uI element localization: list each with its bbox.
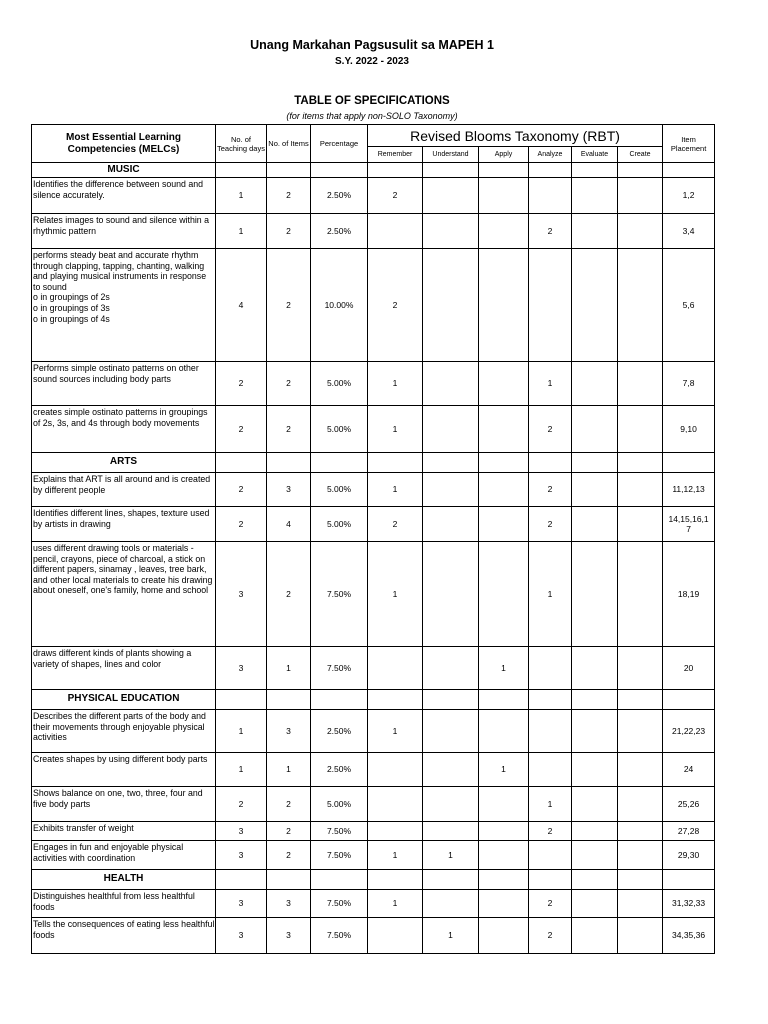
evaluate-cell — [572, 406, 618, 453]
create-cell — [618, 890, 663, 918]
table-row — [32, 890, 715, 918]
days-cell: 1 — [216, 178, 267, 214]
create-cell — [618, 918, 663, 954]
competency-cell: Identifies the difference between sound and silence accurately. — [32, 178, 216, 214]
items-cell: 4 — [267, 507, 311, 542]
section-row-arts — [32, 453, 715, 473]
remember-cell — [368, 918, 423, 954]
analyze-cell — [529, 647, 572, 690]
header-rbt: Revised Blooms Taxonomy (RBT) — [368, 125, 663, 147]
create-cell — [618, 214, 663, 249]
table-row — [32, 507, 715, 542]
analyze-cell: 2 — [529, 890, 572, 918]
understand-cell — [423, 249, 479, 362]
header-remember: Remember — [368, 147, 423, 163]
create-cell — [618, 178, 663, 214]
evaluate-cell — [572, 841, 618, 870]
header-competencies: Most Essential Learning Competencies (MELCs) — [32, 125, 216, 163]
understand-cell — [423, 406, 479, 453]
items-cell: 1 — [267, 647, 311, 690]
days-cell: 2 — [216, 507, 267, 542]
remember-cell: 1 — [368, 542, 423, 647]
items-cell: 2 — [267, 406, 311, 453]
understand-cell: 1 — [423, 918, 479, 954]
evaluate-cell — [572, 710, 618, 753]
apply-cell — [479, 473, 529, 507]
items-cell: 3 — [267, 710, 311, 753]
apply-cell — [479, 178, 529, 214]
understand-cell — [423, 362, 479, 406]
remember-cell — [368, 822, 423, 841]
header-teaching-days: No. of Teaching days — [216, 125, 267, 163]
exam-title: Unang Markahan Pagsusulit sa MAPEH 1 — [250, 38, 494, 52]
understand-cell — [423, 787, 479, 822]
understand-cell — [423, 542, 479, 647]
competency-cell: Engages in fun and enjoyable physical activities with coordination — [32, 841, 216, 870]
header-item-placement: Item Placement — [663, 125, 715, 163]
understand-cell — [423, 822, 479, 841]
days-cell: 2 — [216, 787, 267, 822]
placement-cell: 1,2 — [663, 178, 715, 214]
section-label: HEALTH — [32, 870, 216, 890]
apply-cell: 1 — [479, 647, 529, 690]
create-cell — [618, 362, 663, 406]
understand-cell — [423, 753, 479, 787]
table-row — [32, 753, 715, 787]
placement-cell: 7,8 — [663, 362, 715, 406]
competency-cell: draws different kinds of plants showing a variety of shapes, lines and color — [32, 647, 216, 690]
remember-cell: 1 — [368, 406, 423, 453]
table-row — [32, 787, 715, 822]
days-cell: 2 — [216, 473, 267, 507]
table-row — [32, 249, 715, 362]
analyze-cell: 1 — [529, 542, 572, 647]
header-create: Create — [618, 147, 663, 163]
header-apply: Apply — [479, 147, 529, 163]
analyze-cell: 2 — [529, 822, 572, 841]
competency-cell: Identifies different lines, shapes, texture used by artists in drawing — [32, 507, 216, 542]
days-cell: 3 — [216, 841, 267, 870]
understand-cell — [423, 710, 479, 753]
days-cell: 3 — [216, 918, 267, 954]
percentage-cell: 7.50% — [311, 918, 368, 954]
competency-cell: Performs simple ostinato patterns on other sound sources including body parts — [32, 362, 216, 406]
competency-cell: Relates images to sound and silence within a rhythmic pattern — [32, 214, 216, 249]
remember-cell: 1 — [368, 841, 423, 870]
section-row-health — [32, 870, 715, 890]
table-row — [32, 406, 715, 453]
percentage-cell: 5.00% — [311, 507, 368, 542]
table-row — [32, 918, 715, 954]
apply-cell — [479, 841, 529, 870]
analyze-cell: 2 — [529, 918, 572, 954]
create-cell — [618, 406, 663, 453]
header-percentage: Percentage — [311, 125, 368, 163]
placement-cell: 29,30 — [663, 841, 715, 870]
analyze-cell — [529, 753, 572, 787]
section-row-pe — [32, 690, 715, 710]
evaluate-cell — [572, 362, 618, 406]
school-year: S.Y. 2022 - 2023 — [335, 56, 409, 67]
items-cell: 2 — [267, 362, 311, 406]
items-cell: 3 — [267, 918, 311, 954]
remember-cell: 2 — [368, 507, 423, 542]
items-cell: 2 — [267, 214, 311, 249]
placement-cell: 24 — [663, 753, 715, 787]
table-row — [32, 710, 715, 753]
evaluate-cell — [572, 647, 618, 690]
apply-cell — [479, 362, 529, 406]
percentage-cell: 10.00% — [311, 249, 368, 362]
percentage-cell: 2.50% — [311, 178, 368, 214]
percentage-cell: 5.00% — [311, 362, 368, 406]
days-cell: 4 — [216, 249, 267, 362]
percentage-cell: 2.50% — [311, 214, 368, 249]
items-cell: 3 — [267, 890, 311, 918]
header-items: No. of Items — [267, 125, 311, 163]
create-cell — [618, 473, 663, 507]
evaluate-cell — [572, 178, 618, 214]
items-cell: 3 — [267, 473, 311, 507]
percentage-cell: 7.50% — [311, 822, 368, 841]
apply-cell — [479, 822, 529, 841]
competency-cell: uses different drawing tools or materials - pencil, crayons, piece of charcoal, a stick on different papers, sinamay , leaves, tree bark, and other local materials to create his drawing about oneself, one's family, home and school — [32, 542, 216, 647]
table-row — [32, 362, 715, 406]
percentage-cell: 2.50% — [311, 753, 368, 787]
competency-cell: Explains that ART is all around and is created by different people — [32, 473, 216, 507]
remember-cell: 1 — [368, 890, 423, 918]
competency-cell: Shows balance on one, two, three, four and five body parts — [32, 787, 216, 822]
evaluate-cell — [572, 890, 618, 918]
days-cell: 1 — [216, 710, 267, 753]
apply-cell — [479, 787, 529, 822]
create-cell — [618, 787, 663, 822]
items-cell: 2 — [267, 178, 311, 214]
days-cell: 2 — [216, 406, 267, 453]
placement-cell: 31,32,33 — [663, 890, 715, 918]
remember-cell: 2 — [368, 249, 423, 362]
analyze-cell: 2 — [529, 406, 572, 453]
percentage-cell: 5.00% — [311, 406, 368, 453]
table-title: TABLE OF SPECIFICATIONS — [294, 95, 450, 107]
percentage-cell: 5.00% — [311, 473, 368, 507]
percentage-cell: 2.50% — [311, 710, 368, 753]
create-cell — [618, 822, 663, 841]
understand-cell — [423, 647, 479, 690]
evaluate-cell — [572, 473, 618, 507]
competency-cell: Creates shapes by using different body parts — [32, 753, 216, 787]
evaluate-cell — [572, 822, 618, 841]
apply-cell: 1 — [479, 753, 529, 787]
percentage-cell: 7.50% — [311, 841, 368, 870]
items-cell: 2 — [267, 841, 311, 870]
evaluate-cell — [572, 542, 618, 647]
analyze-cell — [529, 178, 572, 214]
understand-cell — [423, 178, 479, 214]
placement-cell: 25,26 — [663, 787, 715, 822]
placement-cell: 27,28 — [663, 822, 715, 841]
section-label: ARTS — [32, 453, 216, 473]
items-cell: 2 — [267, 787, 311, 822]
section-label: PHYSICAL EDUCATION — [32, 690, 216, 710]
analyze-cell: 1 — [529, 787, 572, 822]
analyze-cell — [529, 249, 572, 362]
apply-cell — [479, 890, 529, 918]
analyze-cell: 2 — [529, 473, 572, 507]
items-cell: 2 — [267, 542, 311, 647]
evaluate-cell — [572, 214, 618, 249]
create-cell — [618, 710, 663, 753]
understand-cell — [423, 473, 479, 507]
remember-cell: 2 — [368, 178, 423, 214]
days-cell: 1 — [216, 214, 267, 249]
analyze-cell — [529, 841, 572, 870]
specifications-table — [31, 124, 715, 954]
items-cell: 1 — [267, 753, 311, 787]
remember-cell: 1 — [368, 362, 423, 406]
analyze-cell — [529, 710, 572, 753]
apply-cell — [479, 542, 529, 647]
placement-cell: 14,15,16,1 7 — [663, 507, 715, 542]
remember-cell — [368, 214, 423, 249]
placement-cell: 18,19 — [663, 542, 715, 647]
table-row — [32, 473, 715, 507]
placement-cell: 5,6 — [663, 249, 715, 362]
placement-cell: 3,4 — [663, 214, 715, 249]
placement-cell: 21,22,23 — [663, 710, 715, 753]
days-cell: 3 — [216, 647, 267, 690]
days-cell: 3 — [216, 822, 267, 841]
remember-cell: 1 — [368, 710, 423, 753]
table-row — [32, 647, 715, 690]
placement-cell: 34,35,36 — [663, 918, 715, 954]
table-row — [32, 542, 715, 647]
percentage-cell: 7.50% — [311, 542, 368, 647]
apply-cell — [479, 214, 529, 249]
remember-cell — [368, 753, 423, 787]
items-cell: 2 — [267, 822, 311, 841]
understand-cell — [423, 214, 479, 249]
percentage-cell: 7.50% — [311, 647, 368, 690]
percentage-cell: 7.50% — [311, 890, 368, 918]
create-cell — [618, 647, 663, 690]
competency-cell: Describes the different parts of the body and their movements through enjoyable physical activities — [32, 710, 216, 753]
table-row — [32, 214, 715, 249]
create-cell — [618, 249, 663, 362]
table-row — [32, 822, 715, 841]
days-cell: 3 — [216, 890, 267, 918]
remember-cell: 1 — [368, 473, 423, 507]
header-evaluate: Evaluate — [572, 147, 618, 163]
evaluate-cell — [572, 753, 618, 787]
understand-cell — [423, 507, 479, 542]
competency-cell: performs steady beat and accurate rhythm through clapping, tapping, chanting, walking and playing musical instruments in response to sound o in groupings of 2s o in groupings of 3s o in groupings of 4s — [32, 249, 216, 362]
percentage-cell: 5.00% — [311, 787, 368, 822]
section-row-music — [32, 163, 715, 178]
evaluate-cell — [572, 249, 618, 362]
create-cell — [618, 841, 663, 870]
days-cell: 1 — [216, 753, 267, 787]
create-cell — [618, 753, 663, 787]
table-row — [32, 178, 715, 214]
section-label: MUSIC — [32, 163, 216, 178]
table-subtitle: (for items that apply non-SOLO Taxonomy) — [286, 111, 458, 121]
items-cell: 2 — [267, 249, 311, 362]
understand-cell: 1 — [423, 841, 479, 870]
competency-cell: Distinguishes healthful from less healthful foods — [32, 890, 216, 918]
header-understand: Understand — [423, 147, 479, 163]
evaluate-cell — [572, 787, 618, 822]
placement-cell: 9,10 — [663, 406, 715, 453]
competency-cell: creates simple ostinato patterns in groupings of 2s, 3s, and 4s through body movements — [32, 406, 216, 453]
header-analyze: Analyze — [529, 147, 572, 163]
apply-cell — [479, 918, 529, 954]
days-cell: 2 — [216, 362, 267, 406]
understand-cell — [423, 890, 479, 918]
placement-cell: 20 — [663, 647, 715, 690]
evaluate-cell — [572, 507, 618, 542]
remember-cell — [368, 647, 423, 690]
competency-cell: Exhibits transfer of weight — [32, 822, 216, 841]
create-cell — [618, 507, 663, 542]
days-cell: 3 — [216, 542, 267, 647]
apply-cell — [479, 249, 529, 362]
analyze-cell: 2 — [529, 214, 572, 249]
analyze-cell: 2 — [529, 507, 572, 542]
apply-cell — [479, 710, 529, 753]
apply-cell — [479, 406, 529, 453]
analyze-cell: 1 — [529, 362, 572, 406]
remember-cell — [368, 787, 423, 822]
placement-cell: 11,12,13 — [663, 473, 715, 507]
evaluate-cell — [572, 918, 618, 954]
create-cell — [618, 542, 663, 647]
competency-cell: Tells the consequences of eating less healthful foods — [32, 918, 216, 954]
apply-cell — [479, 507, 529, 542]
table-row — [32, 841, 715, 870]
